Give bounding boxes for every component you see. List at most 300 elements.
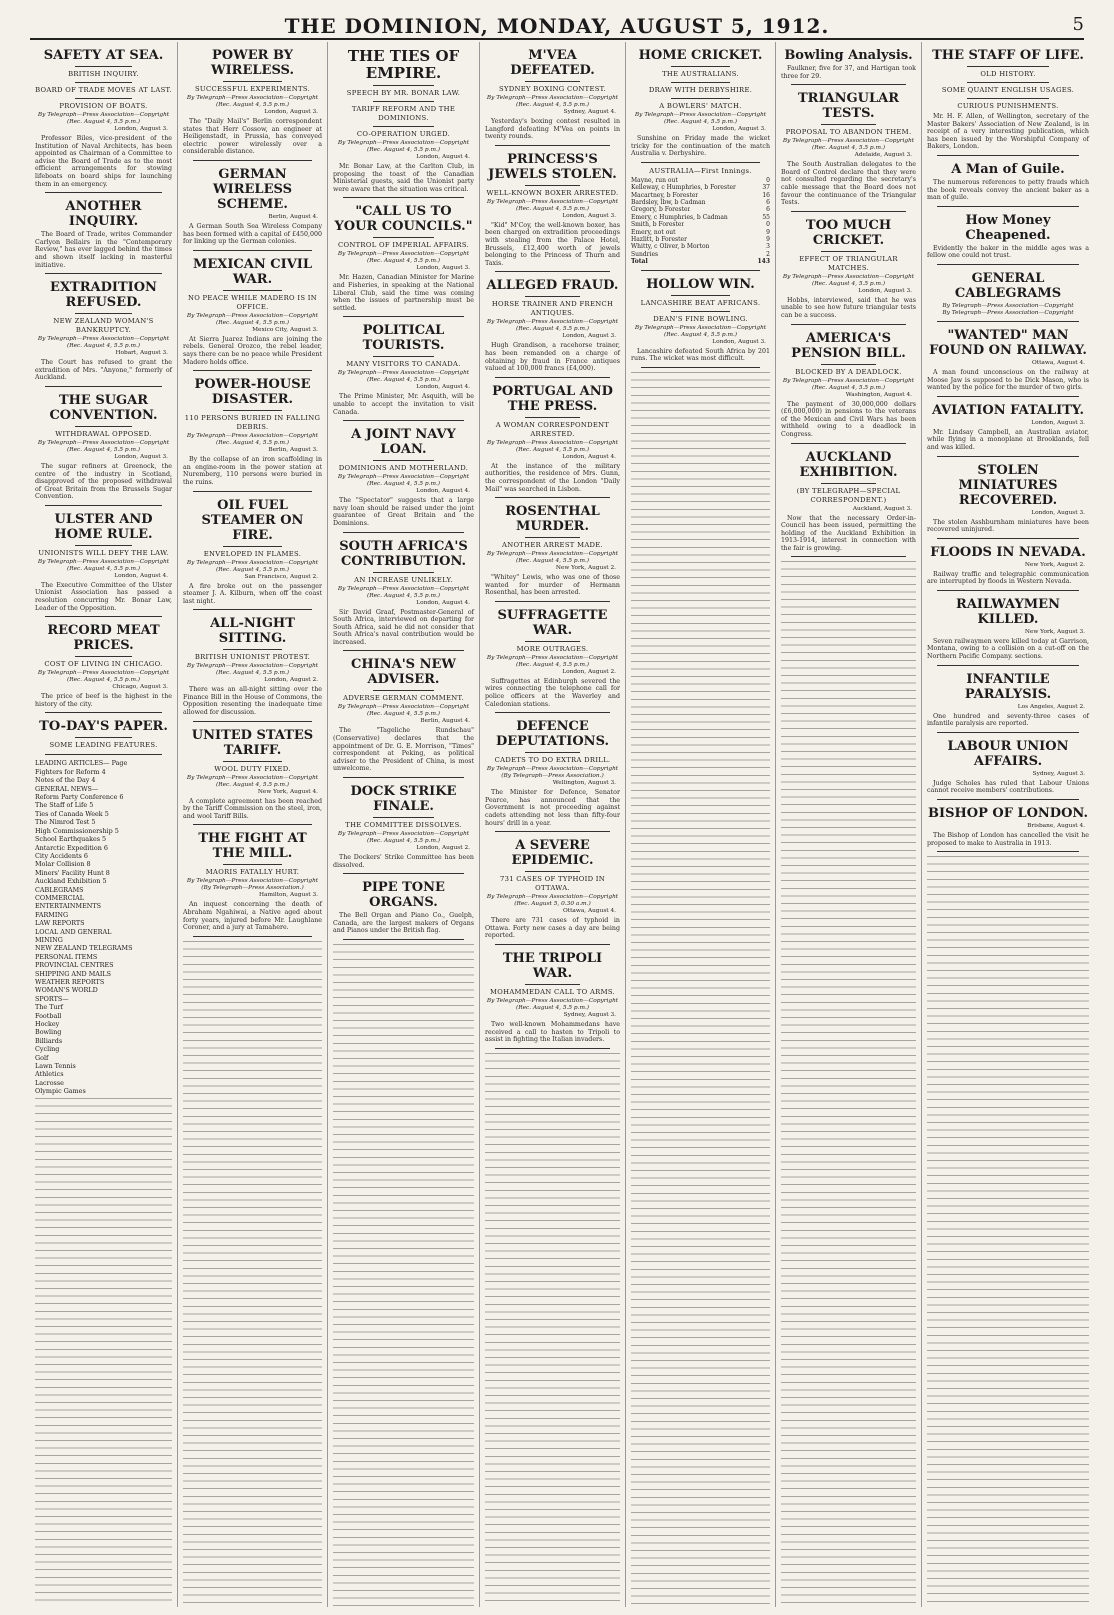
story-subheading: DRAW WITH DERBYSHIRE. <box>648 86 753 94</box>
scorecard-row <box>631 206 770 213</box>
telegraph-credit: By Telegraph—Press Association—Copyright <box>337 585 470 592</box>
scorecard-row <box>631 229 770 236</box>
rule-divider <box>223 649 282 650</box>
telegraph-credit: By Telegraph—Press Association—Copyright <box>337 831 470 838</box>
news-story <box>35 512 172 617</box>
story-text: At the instance of the military authorities, the residence of Mrs. Gunn, the correspondent of the London "Daily Mail" was searched in Lisbon. <box>485 462 620 493</box>
story-text: Suffragettes at Edinburgh severed the wires connecting the telephone call for police officers at the Waverley and Caledonian stations. <box>485 677 620 708</box>
column-3 <box>328 42 480 1607</box>
batsman: Bardsley, lbw, b Cadman <box>631 199 706 206</box>
story-text: The stolen Asshburnham miniatures have been recovered uninjured. <box>927 518 1089 534</box>
story-subheading: 110 PERSONS BURIED IN FALLING DEBRIS. <box>184 414 321 432</box>
column-6 <box>776 42 922 1607</box>
runs: 9 <box>766 228 770 236</box>
contents-item: Molar Collision 8 <box>35 860 91 869</box>
dateline: London, August 4. <box>416 599 470 606</box>
contents-item: Football <box>35 1011 62 1020</box>
rule-divider <box>937 665 1079 666</box>
story-text: The "Spectator" suggests that a large navy loan should be raised under the joint guarantee of Great Britain and the Dominions. <box>333 497 474 527</box>
story-subheading: THE COMMITTEE DISSOLVES. <box>345 821 462 830</box>
rule-divider <box>373 101 434 102</box>
contents-list <box>35 759 172 1095</box>
news-story <box>35 280 172 387</box>
rule-divider <box>75 656 132 657</box>
story-subheading: MANY VISITORS TO CANADA. <box>346 360 461 369</box>
story-subheading: EFFECT OF TRIANGULAR MATCHES. <box>799 254 898 272</box>
rule-divider <box>45 616 162 617</box>
contents-item: Lawn Tennis <box>35 1062 76 1071</box>
rule-divider <box>75 426 132 427</box>
story-headline: THE FIGHT AT THE MILL. <box>198 831 307 862</box>
rule-divider <box>373 690 434 691</box>
story-text: The Court has refused to grant the extradition of Mrs. "Anyone," formerly of Auckland. <box>35 359 172 382</box>
news-story <box>781 91 916 212</box>
story-headline: AVIATION FATALITY. <box>931 402 1085 418</box>
rule-divider <box>75 98 132 99</box>
dateline: London, August 2. <box>562 668 616 675</box>
rule-divider <box>495 497 610 498</box>
contents-item: LEADING ARTICLES— Page <box>35 759 128 768</box>
rule-divider <box>495 944 610 945</box>
dateline: Sydney, August 3. <box>1032 770 1085 777</box>
column-5 <box>626 42 776 1607</box>
received-date: (Rec. August 4, 5.5 p.m.) <box>215 670 290 677</box>
contents-item: Billiards <box>35 1036 63 1045</box>
telegraph-credit: By Telegraph—Press Association—Copyright <box>37 439 170 446</box>
rule-divider <box>495 831 610 832</box>
story-text: The price of beef is the highest in the history of the city. <box>35 693 172 708</box>
rule-divider <box>193 250 312 251</box>
story-text: The South Australian delegates to the Board of Control declare that they were not consulted regarding the secretary's cable message that the Board does not favour the continuance of the Triangular Tests. <box>781 161 916 207</box>
telegraph-credit: By Telegraph—Press Association—Copyright <box>942 302 1074 309</box>
story-text: A complete agreement has been reached by the Tariff Commission on the steel, iron, and wool Tariff Bills. <box>183 797 322 820</box>
story-text: A man found unconscious on the railway at Moose Jaw is supposed to be Dick Mason, who is wanted by the police for the murder of two girls. <box>927 368 1089 392</box>
news-story <box>927 545 1089 591</box>
contents-item: MINING <box>35 935 63 944</box>
story-headline: THE STAFF OF LIFE. <box>932 48 1084 63</box>
received-date: (Rec. August 4, 5.5 p.m.) <box>663 331 738 338</box>
story-text: The "Daily Mail's" Berlin correspondent states that Herr Cossow, an engineer at Heiligenstadt, in Prussia, has conveyed electric power wirelessly over a considerable distance. <box>183 118 322 156</box>
story-headline: ANOTHER INQUIRY. <box>65 199 142 230</box>
newspaper-columns <box>30 42 1094 1607</box>
dateline: London, August 3. <box>562 212 616 219</box>
story-subheading: DEAN'S FINE BOWLING. <box>653 314 748 323</box>
news-story <box>927 672 1089 733</box>
received-date: (Rec. August 4, 5.5 p.m.) <box>66 446 141 453</box>
contents-item: COMMERCIAL <box>35 893 84 902</box>
story-headline: ALL-NIGHT SITTING. <box>210 616 295 647</box>
news-story <box>333 539 474 652</box>
news-story <box>927 739 1089 800</box>
rule-divider <box>343 316 464 317</box>
runs: 3 <box>766 243 770 251</box>
dateline: Washington, August 4. <box>845 391 912 398</box>
story-subheading: OLD HISTORY. <box>980 70 1036 78</box>
story-subheading: HORSE TRAINER AND FRENCH ANTIQUES. <box>491 300 614 318</box>
news-story <box>485 152 620 273</box>
dateline: Wellington, August 3. <box>552 780 616 787</box>
news-story <box>183 167 322 251</box>
column-body-text <box>35 1098 172 1607</box>
telegraph-credit: By Telegraph—Press Association—Copyright <box>186 878 319 885</box>
column-7 <box>922 42 1094 1607</box>
received-date: (Rec. August 4, 5.5 p.m.) <box>215 319 290 326</box>
news-story <box>183 616 322 721</box>
rule-divider <box>343 873 464 874</box>
received-date: (Rec. August 4, 5.5 p.m.) <box>811 280 886 287</box>
rule-divider <box>193 491 312 492</box>
news-story <box>183 257 322 371</box>
telegraph-credit: By Telegraph—Press Association—Copyright <box>486 894 619 901</box>
rule-divider <box>791 443 906 444</box>
story-subheading: CONTROL OF IMPERIAL AFFAIRS. <box>337 241 470 250</box>
story-headline: How Money Cheapened. <box>965 212 1051 243</box>
story-headline: INFANTILE PARALYSIS. <box>964 671 1052 702</box>
story-headline: PRINCESS'S JEWELS STOLEN. <box>488 151 617 182</box>
dateline: London, August 3. <box>858 287 912 294</box>
telegraph-credit: By Telegraph—Press Association—Copyright <box>486 998 619 1004</box>
dateline: London, August 3. <box>416 265 470 272</box>
rule-divider <box>937 851 1079 852</box>
contents-item: SHIPPING AND MAILS <box>35 969 111 978</box>
story-subheading: ADVERSE GERMAN COMMENT. <box>343 694 464 703</box>
news-story <box>485 838 620 945</box>
news-story <box>927 213 1089 265</box>
news-story <box>631 48 770 163</box>
news-story <box>927 48 1089 156</box>
column-4 <box>480 42 626 1607</box>
contents-item: Olympic Games <box>35 1087 86 1096</box>
rule-divider <box>495 601 610 602</box>
rule-divider <box>45 754 162 755</box>
received-date: (Rec. August 4, 5.5 p.m.) <box>663 119 738 125</box>
dateline: Ottawa, August 4. <box>562 908 616 915</box>
dateline: New York, August 4. <box>257 788 318 795</box>
batsman: Smith, b Forester <box>631 221 685 229</box>
news-story <box>183 377 322 491</box>
news-story <box>781 331 916 444</box>
rule-divider <box>525 984 580 985</box>
received-date: (Rec. August 4, 5.5 p.m.) <box>515 558 590 565</box>
rule-divider <box>641 270 760 271</box>
rule-divider <box>641 162 760 163</box>
telegraph-credit: By Telegraph—Press Association—Copyright <box>186 433 319 440</box>
rule-divider <box>373 126 434 127</box>
dateline: Auckland, August 3. <box>852 505 912 512</box>
dateline: London, August 2. <box>416 845 470 852</box>
rule-divider <box>45 505 162 506</box>
story-headline: PORTUGAL AND THE PRESS. <box>492 383 613 414</box>
story-subheading: BRITISH INQUIRY. <box>68 70 139 78</box>
rule-divider <box>791 211 906 212</box>
story-headline: SAFETY AT SEA. <box>43 48 164 63</box>
received-date: (Rec. August 4, 5.5 p.m.) <box>66 677 141 684</box>
received-date: (Rec. August 4, 5.5 p.m.) <box>366 147 441 153</box>
rule-divider <box>223 761 282 762</box>
scorecard-row <box>631 184 770 191</box>
contents-item: PERSONAL ITEMS <box>35 952 98 961</box>
rule-divider <box>525 752 580 753</box>
story-subheading: ANOTHER ARREST MADE. <box>501 541 604 550</box>
rule-divider <box>223 81 282 82</box>
contents-item: City Accidents 6 <box>35 851 88 860</box>
news-story <box>333 784 474 874</box>
story-headline: "CALL US TO YOUR COUNCILS." <box>334 204 473 235</box>
rule-divider <box>495 145 610 146</box>
rule-divider <box>373 572 434 573</box>
received-date: (Rec. August 4, 5.5 p.m.) <box>66 343 141 350</box>
dateline: Sydney, August 4. <box>563 109 616 115</box>
telegraph-credit: By Telegraph—Press Association—Copyright <box>486 95 619 101</box>
story-subheading: UNIONISTS WILL DEFY THE LAW. <box>38 548 169 557</box>
news-story <box>927 403 1089 457</box>
batsman: Whitty, c Oliver, b Morton <box>631 243 710 251</box>
rule-divider <box>937 456 1079 457</box>
story-text: Seven railwaymen were killed today at Garrison, Montana, owing to a collision on a cut-off on the Northern Pacific Company. sections. <box>927 637 1089 661</box>
telegraph-credit: By Telegraph—Press Association—Copyright <box>337 251 470 258</box>
story-subheading: CADETS TO DO EXTRA DRILL. <box>494 756 611 765</box>
telegraph-credit: By Telegraph—Press Association—Copyright <box>486 439 619 446</box>
story-text: An inquest concerning the death of Abraham Ngahiwai, a Native aged about forty years, injured before Mr. Laughlane Coroner, and a jury at Tamahere. <box>183 901 322 932</box>
story-headline: THE SUGAR CONVENTION. <box>49 392 158 423</box>
telegraph-credit: By Telegraph—Press Association—Copyright <box>37 112 170 118</box>
batsman: Hazlitt, b Forester <box>631 236 687 244</box>
scorecard-row <box>631 199 770 206</box>
runs: 2 <box>766 250 770 258</box>
rule-divider <box>75 737 132 738</box>
dateline: Ottawa, August 4. <box>1031 359 1085 366</box>
story-text: A German South Sea Wireless Company has been formed with a capital of £450,000 for linking up the German colonies. <box>183 222 322 246</box>
dateline: Sydney, August 3. <box>563 1012 616 1018</box>
rule-divider <box>193 160 312 161</box>
story-headline: FLOODS IN NEVADA. <box>930 544 1086 560</box>
contents-item: Antarctic Expedition 6 <box>35 843 108 852</box>
rule-divider <box>641 367 760 368</box>
news-story <box>183 831 322 936</box>
rule-divider <box>671 311 730 312</box>
story-headline: Bowling Analysis. <box>784 48 913 63</box>
dateline: Hamilton, August 3. <box>259 892 318 899</box>
story-text: At Sierra Juarez Indians are joining the rebels. General Orozco, the rebel leader, says there can be no peace while President Madero holds office. <box>183 335 322 366</box>
rule-divider <box>525 641 580 642</box>
story-subheading: BLOCKED BY A DEADLOCK. <box>795 367 902 376</box>
story-headline: PIPE TONE ORGANS. <box>362 880 445 911</box>
total-label: Total <box>631 258 648 266</box>
batsman: Kelleway, c Humphries, b Forester <box>631 184 736 192</box>
rule-divider <box>821 251 876 252</box>
rule-divider <box>791 556 906 557</box>
story-headline: TO-DAY'S PAPER. <box>39 719 168 735</box>
story-headline: SOUTH AFRICA'S CONTRIBUTION. <box>339 538 468 569</box>
scorecard-title: AUSTRALIA—First Innings. <box>649 166 752 175</box>
story-headline: OIL FUEL STEAMER ON FIRE. <box>201 497 304 543</box>
news-story <box>485 951 620 1049</box>
story-text: Railway traffic and telegraphic communication are interrupted by floods in Western Nevada. <box>927 570 1089 586</box>
story-text: Faulkner, five for 37, and Hartigan took three for 29. <box>781 65 916 80</box>
column-body-text <box>333 944 474 1607</box>
scorecard-row <box>631 251 770 258</box>
story-headline: M'VEA DEFEATED. <box>510 48 595 78</box>
story-subheading: SOME QUAINT ENGLISH USAGES. <box>941 86 1075 94</box>
contents-item: CABLEGRAMS <box>35 885 84 894</box>
rule-divider <box>967 66 1049 67</box>
rule-divider <box>821 124 876 125</box>
rule-divider <box>343 532 464 533</box>
news-story <box>333 427 474 532</box>
rule-divider <box>223 546 282 547</box>
telegraph-credit: By Telegraph—Press Association—Copyright <box>486 766 619 773</box>
rule-divider <box>937 590 1079 591</box>
dateline: New York, August 3. <box>1024 628 1085 635</box>
story-subheading: BRITISH UNIONIST PROTEST. <box>194 653 311 662</box>
rule-divider <box>671 295 730 296</box>
rule-divider <box>223 290 282 291</box>
page-number: 5 <box>1072 14 1084 35</box>
story-text: Lancashire defeated South Africa by 201 runs. The wicket was most difficult. <box>631 347 770 363</box>
rule-divider <box>495 271 610 272</box>
contents-item: Notes of the Day 4 <box>35 776 96 785</box>
contents-item: Golf <box>35 1053 49 1062</box>
story-subheading: WITHDRAWAL OPPOSED. <box>55 429 152 438</box>
story-text: Mr. Bonar Law, at the Carlton Club, in proposing the toast of the Canadian Ministerial guests, said the Unionist party were aware that the situation was critical. <box>333 163 474 193</box>
story-text: The "Tageliche Rundschau" (Conservative) declares that the appointment of Dr. G. E. Morrison, "Times" correspondent at Peking, as political adviser to the President of China, is most unwelcome. <box>333 727 474 773</box>
story-text: Evidently the baker in the middle ages was a fellow one could not trust. <box>927 244 1089 260</box>
telegraph-credit: By Telegraph—Press Association—Copyright <box>634 324 767 331</box>
story-headline: A SEVERE EPIDEMIC. <box>511 838 594 869</box>
telegraph-credit: By Telegraph—Press Association—Copyright <box>486 654 619 661</box>
story-subheading: MORE OUTRAGES. <box>516 644 589 653</box>
news-story <box>333 204 474 317</box>
news-story <box>485 278 620 377</box>
telegraph-credit: By Telegraph—Press Association—Copyright <box>337 704 470 711</box>
story-text: One hundred and seventy-three cases of infantile paralysis are reported. <box>927 712 1089 728</box>
rule-divider <box>75 66 132 67</box>
rule-divider <box>937 206 1079 207</box>
story-text: There are 731 cases of typhoid in Ottawa. Forty new cases a day are being reported. <box>485 917 620 940</box>
rule-divider <box>45 273 162 274</box>
story-headline: TOO MUCH CRICKET. <box>805 217 892 248</box>
runs: 9 <box>766 236 770 244</box>
rule-divider <box>791 84 906 85</box>
story-subheading: TARIFF REFORM AND THE DOMINIONS. <box>351 105 456 122</box>
story-subheading: MAORIS FATALLY HURT. <box>205 868 300 877</box>
rule-divider <box>525 417 580 418</box>
story-headline: RECORD MEAT PRICES. <box>47 623 160 654</box>
scorecard-row <box>631 243 770 250</box>
story-subheading: MOHAMMEDAN CALL TO ARMS. <box>489 988 616 996</box>
received-date: (Rec. August 4, 5.5 p.m.) <box>366 481 441 488</box>
batsman: Macartney, b Forester <box>631 191 699 199</box>
dateline: London, August 3. <box>114 453 168 460</box>
runs: 0 <box>766 176 770 184</box>
contents-item: WEATHER REPORTS <box>35 978 105 986</box>
telegraph-credit: By Telegraph—Press Association—Copyright <box>486 319 619 326</box>
story-text: "Whitey" Lewis, who was one of those wanted for murder of Hermann Rosenthal, has been arrested. <box>485 574 620 597</box>
contents-item: The Staff of Life 5 <box>35 801 94 810</box>
telegraph-credit: By Telegraph—Press Association—Copyright <box>37 670 170 677</box>
story-headline: BISHOP OF LONDON. <box>928 806 1088 822</box>
column-body-text <box>183 941 322 1607</box>
story-headline: UNITED STATES TARIFF. <box>191 727 314 758</box>
telegraph-credit: By Telegraph—Press Association—Copyright <box>186 559 319 566</box>
received-date: (Rec. August 4, 5.5 p.m.) <box>515 661 590 668</box>
story-subheading: CO-OPERATION URGED. <box>356 130 451 138</box>
story-text: Mr. H. F. Allen, of Wellington, secretary of the Master Bakers' Association of New Zealand, is in receipt of a very interesting publication, which has been issued by the Worshipful Company of Bakers, London. <box>927 113 1089 151</box>
news-story <box>927 806 1089 852</box>
story-headline: ROSENTHAL MURDER. <box>505 504 600 535</box>
story-headline: HOME CRICKET. <box>638 48 763 63</box>
dateline: London, August 3. <box>712 338 766 345</box>
scorecard-row <box>631 214 770 221</box>
news-story <box>35 199 172 274</box>
news-story <box>485 48 620 146</box>
dateline: Adelaide, August 3. <box>854 152 912 159</box>
story-headline: MEXICAN CIVIL WAR. <box>192 256 313 287</box>
news-story <box>781 48 916 85</box>
news-story <box>183 728 322 826</box>
story-text: Judge Scholes has ruled that Labour Unions cannot receive members' contributions. <box>927 779 1089 795</box>
news-story <box>333 657 474 778</box>
telegraph-credit: By Telegraph—Press Association—Copyright <box>37 558 170 565</box>
rule-divider <box>75 82 132 83</box>
story-subheading: DOMINIONS AND MOTHERLAND. <box>338 464 469 473</box>
runs: 6 <box>766 199 770 206</box>
contents-item: GENERAL NEWS— <box>35 784 99 793</box>
contents-item: SPORTS— <box>35 994 69 1003</box>
rule-divider <box>373 356 434 357</box>
contents-item: Lacrosse <box>35 1078 64 1087</box>
telegraph-credit: By Telegraph—Press Association—Copyright <box>782 138 915 145</box>
rule-divider <box>495 1048 610 1049</box>
telegraph-credit: By Telegraph—Press Association—Copyright <box>782 273 915 280</box>
news-story <box>333 880 474 940</box>
rule-divider <box>373 817 434 818</box>
story-text: A fire broke out on the passenger steamer J. A. Kilburn, when off the coast last night. <box>183 582 322 605</box>
telegraph-credit: By Telegraph—Press Association—Copyright <box>186 312 319 319</box>
rule-divider <box>671 98 730 99</box>
story-text: The Board of Trade, writes Commander Carlyon Bellairs in the "Contemporary Review," has ever lagged behind the times and shown itself lacking in masterful initiative. <box>35 231 172 269</box>
dateline: London, August 2. <box>264 677 318 684</box>
dateline: London, August 3. <box>1031 419 1085 426</box>
runs: 16 <box>762 191 770 199</box>
rule-divider <box>193 370 312 371</box>
telegraph-credit: By Telegraph—Press Association—Copyright <box>634 112 767 118</box>
rule-divider <box>223 864 282 865</box>
rule-divider <box>45 386 162 387</box>
contents-item: Miners' Facility Hunt 8 <box>35 868 110 877</box>
dateline: London, August 4. <box>416 154 470 160</box>
column-body-text <box>781 561 916 1607</box>
rule-divider <box>495 377 610 378</box>
batsman: Gregory, b Forester <box>631 206 691 214</box>
story-headline: AUCKLAND EXHIBITION. <box>799 449 898 480</box>
dateline: London, August 3. <box>1031 509 1085 516</box>
story-headline: POLITICAL TOURISTS. <box>362 323 445 354</box>
received-date: By Telegraph—Press Association—Copyright <box>942 309 1074 316</box>
story-text: There was an all-night sitting over the Finance Bill in the House of Commons, the Opposition resenting the inadequate time allowed for discussion. <box>183 686 322 717</box>
story-headline: A JOINT NAVY LOAN. <box>351 427 456 458</box>
column-body-text <box>927 856 1089 1607</box>
telegraph-credit: By Telegraph—Press Association—Copyright <box>337 370 470 377</box>
story-headline: GENERAL CABLEGRAMS <box>954 270 1062 301</box>
rule-divider <box>373 460 434 461</box>
telegraph-credit: By Telegraph—Press Association—Copyright <box>337 474 470 481</box>
news-story <box>927 597 1089 666</box>
news-story <box>927 162 1089 207</box>
batsman: Sundries <box>631 250 659 258</box>
rule-divider <box>937 538 1079 539</box>
story-text: The Dockers' Strike Committee has been dissolved. <box>333 854 474 869</box>
